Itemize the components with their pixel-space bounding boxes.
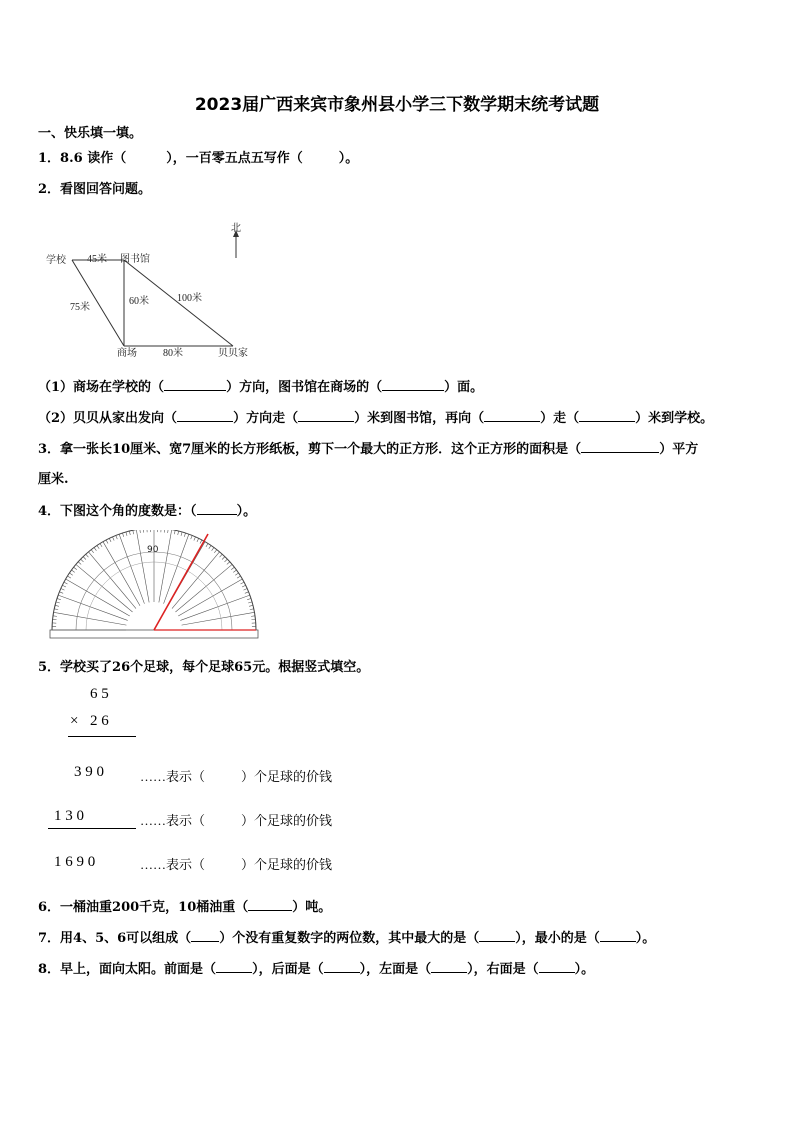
distance-school-library: 45米 xyxy=(87,254,107,265)
protractor-minor-tick xyxy=(245,592,249,593)
protractor-minor-tick xyxy=(231,567,234,569)
question-8 xyxy=(38,958,594,977)
protractor-minor-tick xyxy=(209,545,211,548)
protractor-minor-tick xyxy=(126,532,127,536)
question-number: 4． xyxy=(38,504,61,519)
note-text-b: ）个足球的价钱 xyxy=(241,813,333,828)
protractor-major-tick xyxy=(182,612,255,625)
answer-blank[interactable] xyxy=(177,409,233,422)
protractor-minor-tick xyxy=(247,598,251,599)
question-1 xyxy=(38,147,358,166)
q7-text-a: 用4、5、6可以组成（ xyxy=(60,931,192,946)
q2-2-text-b: ）方向走（ xyxy=(233,411,299,426)
note-1 xyxy=(140,766,332,785)
protractor-minor-tick xyxy=(64,582,68,584)
q8-text-d: ），右面是（ xyxy=(467,962,539,977)
protractor-minor-tick xyxy=(74,567,77,569)
question-number: 6． xyxy=(38,900,61,915)
protractor-minor-tick xyxy=(116,535,117,539)
question-number: （2） xyxy=(38,411,74,426)
q4-text-b: ）。 xyxy=(236,504,257,519)
note-2 xyxy=(140,810,332,829)
protractor-minor-tick xyxy=(129,531,130,535)
note-text-b: ）个足球的价钱 xyxy=(241,857,333,872)
protractor-minor-tick xyxy=(222,557,225,560)
q8-text-e: ）。 xyxy=(574,962,595,977)
q2-1-text-c: ）面。 xyxy=(444,380,484,395)
question-number: 1． xyxy=(38,151,61,166)
q4-text-a: 下图这个角的度数是：（ xyxy=(60,504,197,519)
note-text-a: ……表示（ xyxy=(140,813,206,828)
q1-text-c: ）。 xyxy=(338,151,359,166)
question-number: 5． xyxy=(38,660,61,675)
times-sign: × xyxy=(70,713,79,729)
protractor-major-tick xyxy=(54,612,127,625)
q2-1-text-b: ）方向，图书馆在商场的（ xyxy=(226,380,383,395)
protractor-minor-tick xyxy=(184,533,185,537)
place-home: 贝贝家 xyxy=(218,348,248,359)
protractor-minor-tick xyxy=(109,538,111,542)
question-4 xyxy=(38,500,256,519)
answer-blank[interactable] xyxy=(298,409,354,422)
answer-blank[interactable] xyxy=(600,929,636,942)
protractor-minor-tick xyxy=(83,557,86,560)
q2-2-text-c: ）米到图书馆，再向（ xyxy=(354,411,485,426)
question-2-2 xyxy=(38,407,713,426)
answer-blank[interactable] xyxy=(579,409,635,422)
q6-text-b: ）吨。 xyxy=(292,900,332,915)
protractor-minor-tick xyxy=(249,605,253,606)
protractor-minor-tick xyxy=(97,545,99,548)
protractor-minor-tick xyxy=(56,602,60,603)
note-text-a: ……表示（ xyxy=(140,769,206,784)
q3-text-a: 拿一张长10厘米、宽7厘米的长方形纸板，剪下一个最大的正方形．这个正方形的面积是（ xyxy=(60,442,582,457)
q2-2-text-a: 贝贝从家出发向（ xyxy=(73,411,178,426)
protractor-minor-tick xyxy=(241,582,245,584)
q8-text-b: ），后面是（ xyxy=(252,962,324,977)
q3-text-b: ）平方 xyxy=(659,442,699,457)
section-heading xyxy=(38,122,142,141)
protractor-minor-tick xyxy=(181,532,182,536)
protractor-minor-tick xyxy=(242,585,246,587)
protractor-major-tick xyxy=(66,579,130,616)
answer-blank[interactable] xyxy=(581,440,659,453)
map-figure xyxy=(40,218,280,363)
protractor-base xyxy=(50,630,258,638)
protractor-minor-tick xyxy=(67,576,70,578)
protractor-minor-tick xyxy=(200,540,202,544)
answer-blank[interactable] xyxy=(248,898,292,911)
distance-school-mall: 75米 xyxy=(70,302,90,313)
q6-text-a: 一桶油重200千克，10桶油重（ xyxy=(60,900,249,915)
q7-text-c: ），最小的是（ xyxy=(515,931,600,946)
protractor-minor-tick xyxy=(237,576,240,578)
question-2 xyxy=(38,178,151,197)
partial-product-1: 3 9 0 xyxy=(74,764,104,780)
q1-text-a: 8.6 读作（ xyxy=(60,151,127,166)
protractor-minor-tick xyxy=(53,616,57,617)
q1-text-b: ），一百零五点五写作（ xyxy=(166,151,303,166)
note-3 xyxy=(140,854,332,873)
q5-text: 学校买了26个足球，每个足球65元。根据竖式填空。 xyxy=(60,660,370,675)
protractor-minor-tick xyxy=(168,530,169,533)
answer-blank[interactable] xyxy=(382,378,444,391)
protractor-minor-tick xyxy=(212,547,214,550)
q3-text-c: 厘米. xyxy=(38,472,69,487)
q2-2-text-e: ）米到学校。 xyxy=(635,411,714,426)
q2-text: 看图回答问题。 xyxy=(60,182,152,197)
question-number: （1） xyxy=(38,380,74,395)
protractor-minor-tick xyxy=(244,589,248,591)
protractor-major-tick xyxy=(103,542,140,606)
protractor-minor-tick xyxy=(113,537,115,541)
question-6 xyxy=(38,896,331,915)
distance-library-home: 100米 xyxy=(177,293,202,304)
answer-blank[interactable] xyxy=(164,378,226,391)
question-number: 3． xyxy=(38,442,61,457)
protractor-major-tick xyxy=(136,530,149,602)
protractor-minor-tick xyxy=(62,585,66,587)
protractor-minor-tick xyxy=(194,537,196,541)
protractor-minor-tick xyxy=(227,562,230,565)
section-heading-text: 一、快乐填一填。 xyxy=(38,126,143,141)
protractor-minor-tick xyxy=(140,530,141,533)
protractor-minor-tick xyxy=(106,540,108,544)
protractor-minor-tick xyxy=(71,570,74,572)
protractor-minor-tick xyxy=(206,543,208,546)
angle-ray-side xyxy=(154,534,208,630)
protractor-minor-tick xyxy=(78,562,81,565)
question-2-1 xyxy=(38,376,483,395)
protractor-minor-tick xyxy=(220,554,223,557)
q2-2-text-d: ）走（ xyxy=(540,411,580,426)
protractor-minor-tick xyxy=(250,609,254,610)
multiplicand: 6 5 xyxy=(90,686,109,702)
north-label: 北 xyxy=(231,223,241,234)
answer-blank[interactable] xyxy=(484,409,540,422)
protractor-minor-tick xyxy=(197,538,199,542)
protractor-major-tick xyxy=(159,530,172,602)
final-product: 1 6 9 0 xyxy=(54,854,96,870)
protractor-minor-tick xyxy=(214,550,216,553)
protractor-minor-tick xyxy=(86,554,89,557)
protractor-minor-tick xyxy=(191,535,192,539)
place-library: 图书馆 xyxy=(120,254,150,265)
answer-blank[interactable] xyxy=(197,502,237,515)
protractor-90-label: 90 xyxy=(147,545,159,555)
question-3-continued xyxy=(38,468,69,487)
protractor-minor-tick xyxy=(251,616,255,617)
protractor-minor-tick xyxy=(61,589,65,591)
protractor-minor-tick xyxy=(69,573,72,575)
protractor-minor-tick xyxy=(235,573,238,575)
product-line xyxy=(68,736,136,737)
q2-1-text-a: 商场在学校的（ xyxy=(73,380,165,395)
protractor-minor-tick xyxy=(94,547,96,550)
answer-blank[interactable] xyxy=(539,960,575,973)
protractor-major-tick xyxy=(178,579,242,616)
protractor-minor-tick xyxy=(133,530,134,534)
answer-blank[interactable] xyxy=(216,960,252,973)
q7-text-b: ）个没有重复数字的两位数，其中最大的是（ xyxy=(219,931,480,946)
page-title: 2023届广西来宾市象州县小学三下数学期末统考试题 xyxy=(194,95,600,115)
protractor-minor-tick xyxy=(54,609,58,610)
question-number: 8． xyxy=(38,962,61,977)
place-school: 学校 xyxy=(46,255,66,266)
protractor-minor-tick xyxy=(59,592,63,593)
multiplier: 2 6 xyxy=(90,713,109,729)
protractor-minor-tick xyxy=(57,598,61,599)
question-number: 7． xyxy=(38,931,61,946)
question-number: 2． xyxy=(38,182,61,197)
q8-text-a: 早上，面向太阳。前面是（ xyxy=(60,962,217,977)
protractor-minor-tick xyxy=(178,531,179,535)
answer-blank[interactable] xyxy=(324,960,360,973)
protractor-minor-tick xyxy=(248,602,252,603)
question-5 xyxy=(38,656,369,675)
distance-library-mall: 60米 xyxy=(129,296,149,307)
protractor-minor-tick xyxy=(174,530,175,534)
protractor-minor-tick xyxy=(55,605,59,606)
sum-line xyxy=(48,828,136,829)
place-mall: 商场 xyxy=(117,348,137,359)
protractor-minor-tick xyxy=(100,543,102,546)
protractor-figure xyxy=(48,530,260,642)
partial-product-2: 1 3 0 xyxy=(54,808,84,824)
question-7 xyxy=(38,927,655,946)
q8-text-c: ），左面是（ xyxy=(359,962,432,977)
note-text-a: ……表示（ xyxy=(140,857,206,872)
protractor-minor-tick xyxy=(81,559,84,562)
distance-mall-home: 80米 xyxy=(163,348,183,359)
answer-blank[interactable] xyxy=(479,929,515,942)
protractor-minor-tick xyxy=(91,550,93,553)
protractor-minor-tick xyxy=(122,533,123,537)
answer-blank[interactable] xyxy=(191,929,219,942)
q7-text-d: ）。 xyxy=(635,931,656,946)
answer-blank[interactable] xyxy=(431,960,467,973)
note-text-b: ）个足球的价钱 xyxy=(241,769,333,784)
protractor-minor-tick xyxy=(233,570,236,572)
protractor-minor-tick xyxy=(224,559,227,562)
question-3 xyxy=(38,438,698,457)
